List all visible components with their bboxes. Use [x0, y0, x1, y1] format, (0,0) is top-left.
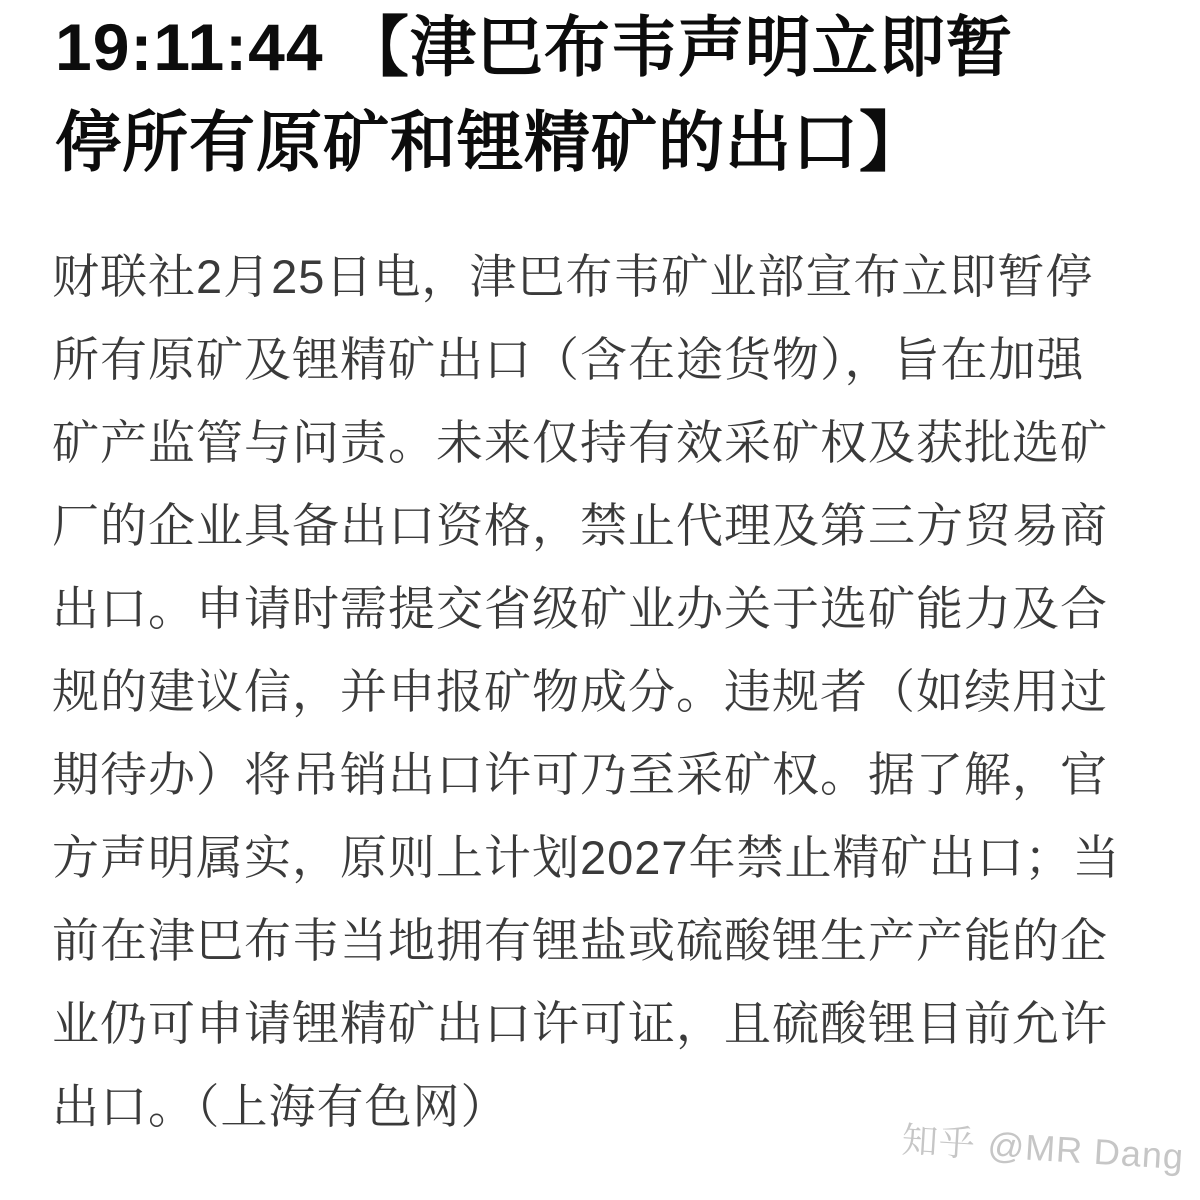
- article-line: 方声明属实，原则上计划2027年禁止精矿出口；当: [52, 831, 1121, 884]
- article-line: 期待办）将吊销出口许可乃至采矿权。据了解，官: [52, 748, 1108, 801]
- zhihu-watermark-brand: 知乎: [900, 1119, 978, 1165]
- headline-line-2: 停所有原矿和锂精矿的出口】: [55, 105, 926, 179]
- zhihu-watermark-author: @MR Dang: [986, 1124, 1186, 1178]
- article-line: 所有原矿及锂精矿出口（含在途货物），旨在加强: [52, 333, 1085, 386]
- article-line: 矿产监管与问责。未来仅持有效采矿权及获批选矿: [52, 416, 1108, 469]
- article-line: 出口。（上海有色网）: [52, 1080, 509, 1133]
- article-line: 出口。申请时需提交省级矿业办关于选矿能力及合: [52, 582, 1108, 635]
- headline-line-1: 19:11:44 【津巴布韦声明立即暂: [55, 10, 1013, 84]
- article-line: 前在津巴布韦当地拥有锂盐或硫酸锂生产产能的企: [52, 914, 1108, 967]
- article-line: 财联社2月25日电，津巴布韦矿业部宣布立即暂停: [52, 250, 1094, 303]
- article-line: 规的建议信，并申报矿物成分。违规者（如续用过: [52, 665, 1108, 718]
- article-body: [52, 235, 1172, 1148]
- article-line: 厂的企业具备出口资格，禁止代理及第三方贸易商: [52, 499, 1108, 552]
- article-line: 业仍可申请锂精矿出口许可证，且硫酸锂目前允许: [52, 997, 1108, 1050]
- headline: [55, 0, 1175, 190]
